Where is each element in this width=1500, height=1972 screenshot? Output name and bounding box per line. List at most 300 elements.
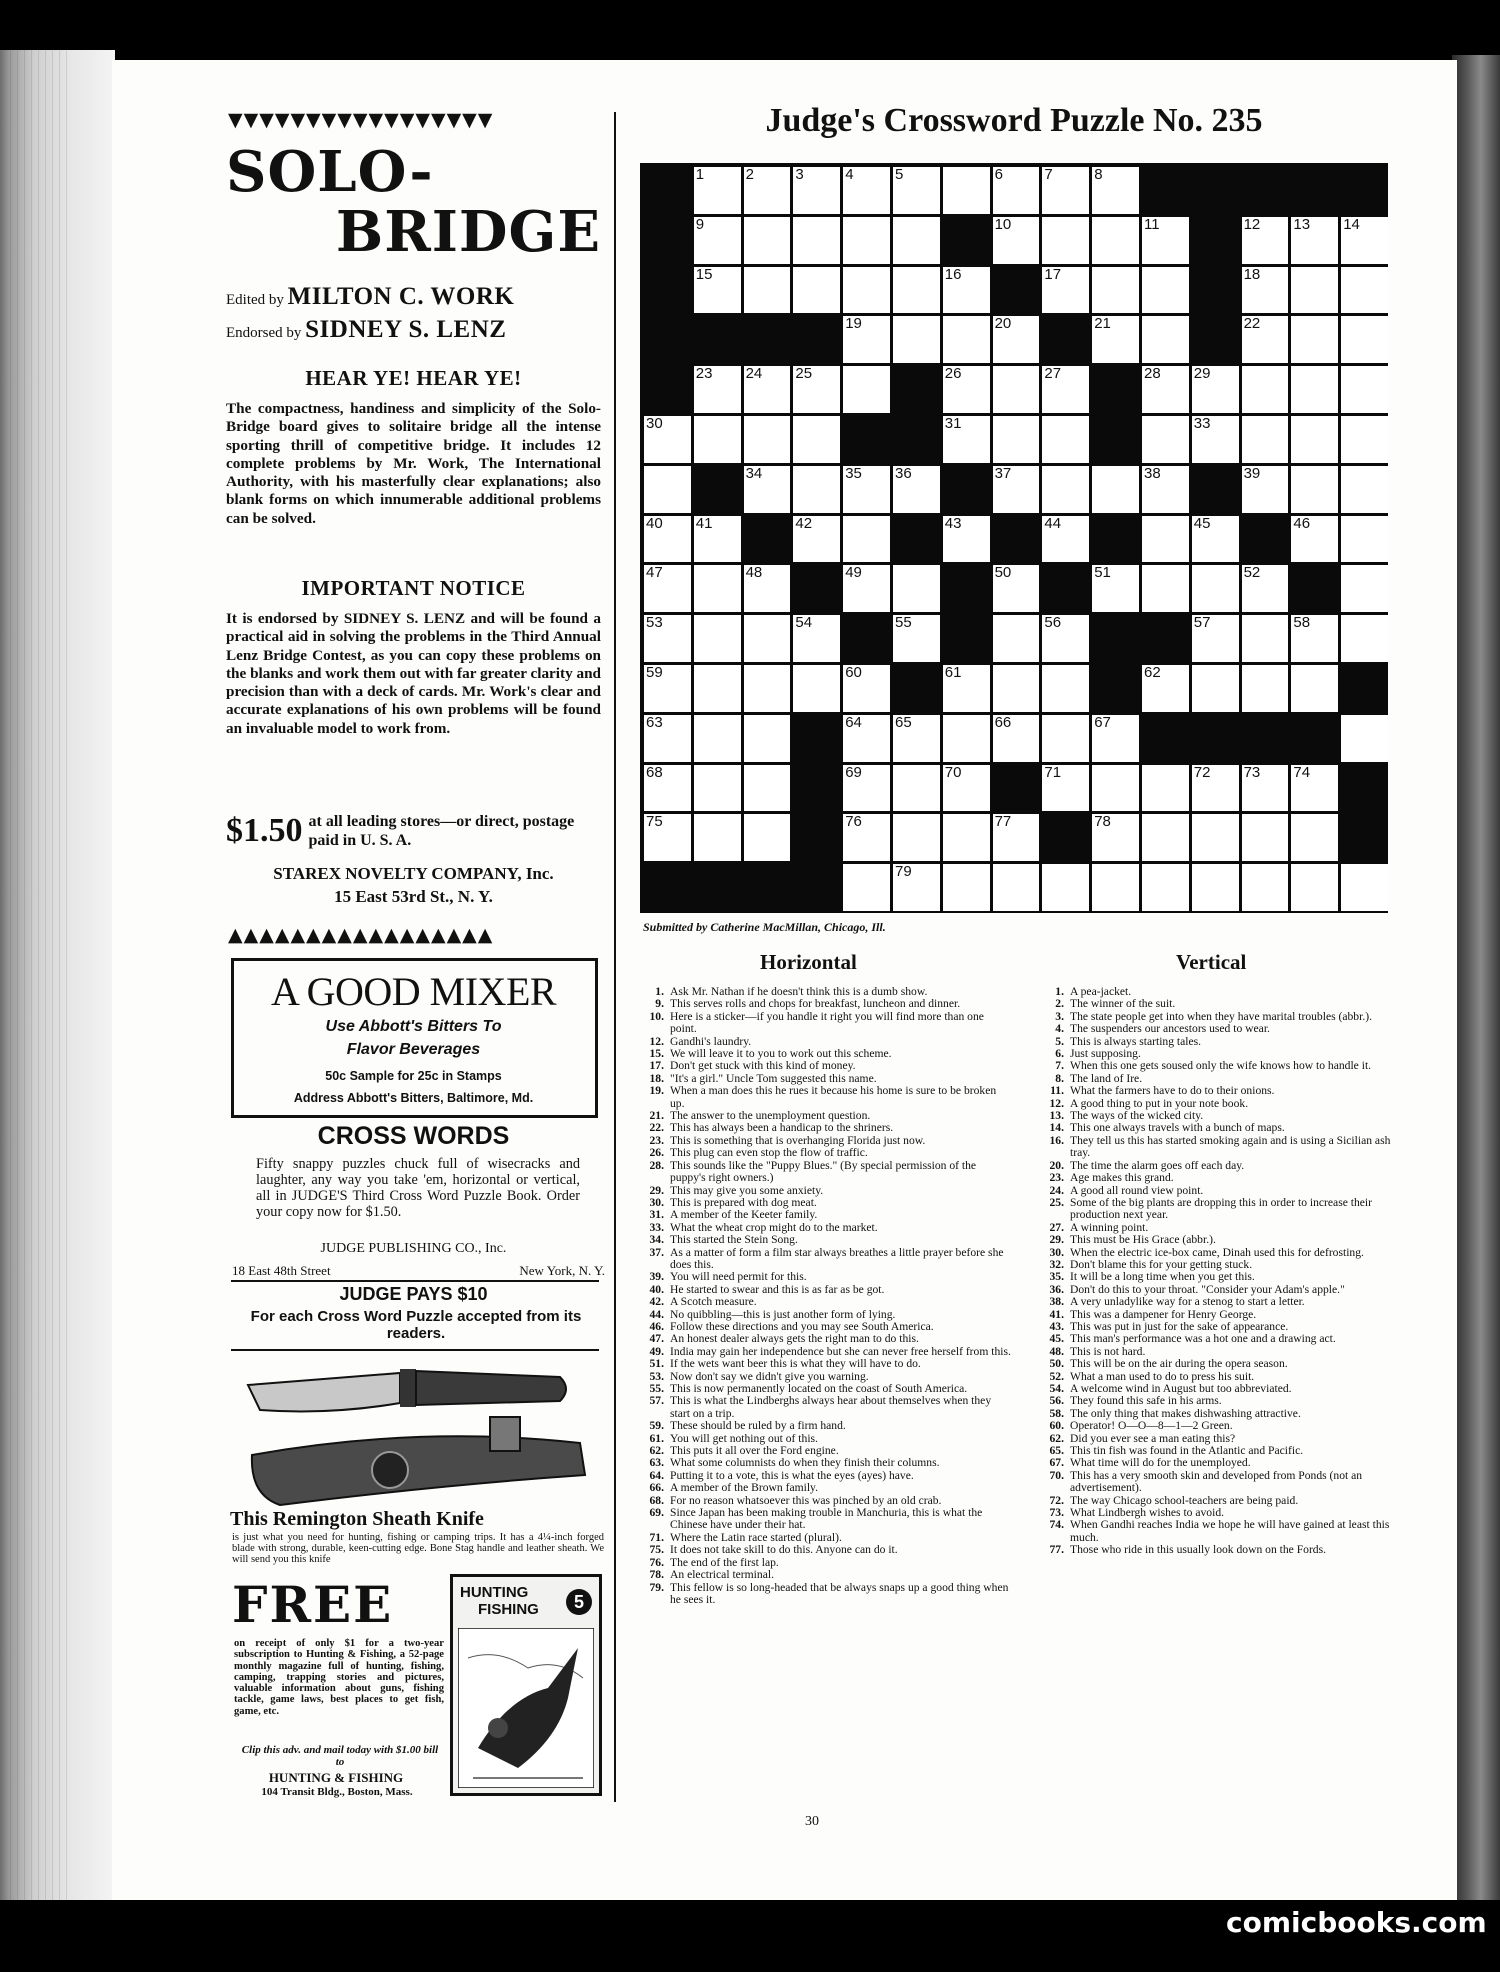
grid-cell <box>694 167 741 214</box>
grid-cell <box>993 217 1040 264</box>
grid-cell <box>1042 715 1089 762</box>
clue-text: Did you ever see a man eating this? <box>1070 1431 1236 1445</box>
clue-text: Don't blame this for your getting stuck. <box>1070 1257 1253 1271</box>
clue-item <box>640 1507 1012 1532</box>
clue-text: This has always been a handicap to the shriners. <box>670 1121 894 1135</box>
grid-cell <box>1341 366 1388 413</box>
top-triangle-border: ▼▼▼▼▼▼▼▼▼▼▼▼▼▼▼▼▼ <box>228 110 494 130</box>
cell-number: 53 <box>646 614 663 632</box>
clue-text: This is what the Lindberghs always hear about themselves when they start on a trip. <box>670 1394 992 1420</box>
clue-item <box>640 1085 1012 1110</box>
cell-number: 19 <box>845 315 862 333</box>
clue-number: 28. <box>649 1158 664 1172</box>
cell-number: 8 <box>1094 166 1103 183</box>
grid-cell <box>1092 814 1139 861</box>
grid-cell <box>843 316 890 363</box>
grid-cell <box>644 615 691 662</box>
cell-number: 61 <box>944 664 962 681</box>
cell-number: 23 <box>695 365 713 383</box>
clue-text: Ask Mr. Nathan if he doesn't think this is a dumb show. <box>670 985 928 998</box>
endorsed-prefix: Endorsed by <box>226 325 302 341</box>
grid-cell <box>694 267 741 314</box>
cell-number: 45 <box>1193 514 1211 532</box>
grid-cell <box>793 366 840 413</box>
cell-number: 15 <box>695 265 713 283</box>
clue-number: 35. <box>1049 1270 1064 1284</box>
book-page-edges <box>0 50 115 1900</box>
clue-number: 25. <box>1049 1195 1064 1209</box>
cell-number: 56 <box>1044 614 1062 632</box>
grid-cell <box>1192 864 1239 911</box>
grid-cell <box>1291 267 1338 314</box>
grid-cell <box>943 765 990 812</box>
clue-text: The winner of the suit. <box>1070 997 1176 1011</box>
cell-number: 13 <box>1293 215 1311 233</box>
grid-cell <box>1142 565 1189 612</box>
grid-cell <box>1291 864 1338 911</box>
clue-text: No quibbling—this is just another form of lying. <box>670 1307 896 1321</box>
grid-cell <box>893 316 940 363</box>
grid-cell <box>893 217 940 264</box>
grid-cell <box>744 715 791 762</box>
cross-words-company: JUDGE PUBLISHING CO., Inc. <box>320 1241 507 1256</box>
grid-cell <box>993 715 1040 762</box>
clue-number: 62. <box>649 1444 664 1458</box>
cross-words-title: CROSS WORDS <box>317 1122 510 1150</box>
clue-item <box>1040 1544 1412 1556</box>
clue-number: 41. <box>1049 1307 1064 1321</box>
hunting-fishing-address: 104 Transit Bldg., Boston, Mass. <box>261 1786 413 1798</box>
clue-number: 17. <box>649 1059 664 1073</box>
grid-cell <box>744 665 791 712</box>
cell-number: 16 <box>944 265 962 283</box>
grid-cell <box>1242 665 1289 712</box>
bottom-triangle-border: ▲▲▲▲▲▲▲▲▲▲▲▲▲▲▲▲▲ <box>228 925 494 945</box>
grid-cell <box>843 366 890 413</box>
magazine-title-2: FISHING <box>478 1601 539 1618</box>
clue-text: This one always travels with a bunch of maps. <box>1070 1121 1285 1135</box>
cell-number: 33 <box>1193 415 1211 432</box>
cell-number: 5 <box>895 166 904 183</box>
grid-cell <box>744 565 791 612</box>
clue-item <box>1040 1197 1412 1222</box>
knife-title: This Remington Sheath Knife <box>230 1508 484 1530</box>
cell-number: 35 <box>845 464 862 482</box>
clue-item <box>640 1395 1012 1420</box>
clue-text: An honest dealer always gets the right man to do this. <box>670 1332 919 1346</box>
grid-cell <box>1341 516 1388 563</box>
clue-number: 5. <box>1055 1034 1064 1048</box>
cell-number: 75 <box>646 813 663 831</box>
cell-number: 73 <box>1243 763 1261 781</box>
clue-number: 37. <box>649 1245 664 1259</box>
crossword-grid <box>640 163 1388 913</box>
grid-cell <box>843 864 890 911</box>
clue-number: 20. <box>1049 1158 1064 1172</box>
clue-text: This sounds like the "Puppy Blues." (By special permission of the puppy's right owners.) <box>670 1158 977 1185</box>
grid-cell <box>943 366 990 413</box>
endorser-name: SIDNEY S. LENZ <box>305 316 507 343</box>
clue-number: 48. <box>1049 1344 1064 1358</box>
grid-cell <box>843 565 890 612</box>
grid-cell <box>793 516 840 563</box>
clue-number: 26. <box>649 1146 664 1160</box>
cell-number: 74 <box>1293 763 1311 781</box>
judge-pays-text: For each Cross Word Puzzle accepted from its readers. <box>250 1308 582 1342</box>
clue-number: 43. <box>1049 1319 1064 1333</box>
cell-number: 46 <box>1293 514 1311 532</box>
grid-cell <box>943 267 990 314</box>
company-name: STAREX NOVELTY COMPANY, Inc. <box>273 864 554 883</box>
cross-words-city: New York, N. Y. <box>519 1263 605 1278</box>
clue-text: A winning point. <box>1070 1220 1149 1234</box>
grid-cell <box>1291 665 1338 712</box>
clue-text: When this one gets soused only the wife knows how to handle it. <box>1070 1059 1372 1073</box>
cell-number: 50 <box>994 564 1012 582</box>
grid-cell <box>644 416 691 463</box>
clue-text: The way Chicago school-teachers are being paid. <box>1070 1493 1299 1507</box>
mixer-subtitle-1: Use Abbott's Bitters To <box>325 1018 502 1035</box>
grid-cell <box>993 416 1040 463</box>
grid-cell <box>943 715 990 762</box>
grid-cell <box>694 715 741 762</box>
cell-number: 79 <box>895 863 912 881</box>
clue-number: 65. <box>1049 1444 1064 1458</box>
grid-cell <box>993 167 1040 214</box>
clue-text: Don't do this to your throat. "Consider your Adam's apple." <box>1070 1282 1345 1296</box>
cell-number: 26 <box>944 365 962 383</box>
clue-number: 7. <box>1055 1059 1064 1073</box>
clue-text: This is now permanently located on the coast of South America. <box>670 1382 968 1395</box>
clue-number: 13. <box>1049 1109 1064 1123</box>
cell-number: 68 <box>646 763 663 781</box>
grid-cell <box>1242 316 1289 363</box>
clue-text: Don't get stuck with this kind of money. <box>670 1059 856 1073</box>
grid-cell <box>1092 565 1139 612</box>
grid-cell <box>1291 814 1338 861</box>
clue-number: 36. <box>1049 1282 1064 1296</box>
grid-cell <box>1242 466 1289 513</box>
cell-number: 67 <box>1094 713 1111 731</box>
grid-cell <box>893 167 940 214</box>
cell-number: 2 <box>745 166 754 183</box>
page-number: 30 <box>805 1814 819 1829</box>
grid-cell <box>644 715 691 762</box>
clue-text: It does not take skill to do this. Anyone can do it. <box>670 1543 898 1557</box>
grid-cell <box>1291 217 1338 264</box>
clue-text: When Gandhi reaches India we hope he will have gained at least this much. <box>1070 1518 1390 1544</box>
clue-number: 42. <box>649 1295 664 1309</box>
grid-cell <box>1341 217 1388 264</box>
grid-cell <box>744 466 791 513</box>
clue-number: 62. <box>1049 1431 1064 1445</box>
grid-cell <box>893 466 940 513</box>
cell-number: 37 <box>994 464 1012 482</box>
clue-text: Those who ride in this usually look down on the Fords. <box>1070 1543 1327 1557</box>
grid-cell <box>1341 267 1388 314</box>
cell-number: 10 <box>994 215 1012 233</box>
grid-cell <box>644 565 691 612</box>
clue-number: 64. <box>649 1468 664 1482</box>
cell-number: 47 <box>646 564 663 582</box>
grid-cell <box>993 665 1040 712</box>
clue-text: This was put in just for the sake of appearance. <box>1070 1319 1289 1333</box>
clue-text: This is not hard. <box>1070 1344 1146 1358</box>
clue-text: Now don't say we didn't give you warning. <box>670 1369 869 1383</box>
cell-number: 52 <box>1243 564 1261 582</box>
grid-cell <box>744 267 791 314</box>
clue-text: When the electric ice-box came, Dinah used this for defrosting. <box>1070 1245 1364 1259</box>
grid-cell <box>1092 715 1139 762</box>
grid-cell <box>893 565 940 612</box>
grid-cell <box>893 814 940 861</box>
clue-number: 23. <box>649 1133 664 1147</box>
grid-cell <box>1291 366 1338 413</box>
grid-cell <box>893 765 940 812</box>
clue-number: 30. <box>1049 1245 1064 1259</box>
cell-number: 60 <box>845 664 862 681</box>
grid-cell <box>893 267 940 314</box>
cell-number: 4 <box>845 166 854 183</box>
grid-cell <box>793 167 840 214</box>
important-text: It is endorsed by SIDNEY S. LENZ and will be found a practical aid in solving the problems in the Third Annual Lenz Bridge Contest, as you can copy these problems on the blanks and work them out with far greater clarity and precision than with a deck of cards. Mr. Work's clear and accurate explanations of his own problems will be found an invaluable model to work from. <box>226 610 601 737</box>
grid-cell <box>843 814 890 861</box>
clue-text: A member of the Brown family. <box>670 1481 819 1495</box>
cell-number: 57 <box>1193 614 1211 632</box>
grid-cell <box>1291 765 1338 812</box>
solo-bridge-title <box>226 139 601 265</box>
clue-number: 76. <box>649 1555 664 1569</box>
clue-text: "It's a girl." Uncle Tom suggested this name. <box>670 1071 877 1085</box>
cell-number: 9 <box>695 215 705 233</box>
clue-text: A pea-jacket. <box>1070 985 1132 998</box>
clue-number: 11. <box>1050 1084 1064 1098</box>
cell-number: 49 <box>845 564 862 582</box>
grid-cell <box>744 814 791 861</box>
clue-text: You will get nothing out of this. <box>670 1431 818 1445</box>
grid-cell <box>1192 814 1239 861</box>
clue-text: Follow these directions and you may see South America. <box>670 1319 934 1333</box>
grid-cell <box>793 466 840 513</box>
grid-cell <box>1242 416 1289 463</box>
grid-cell <box>1042 167 1089 214</box>
cell-number: 64 <box>845 713 862 731</box>
cross-words-text: Fifty snappy puzzles chuck full of wisecracks and laughter, any way you take 'em, horizontal or vertical, all in JUDGE'S Third Cross Word Puzzle Book. Order your copy now for $1.50. <box>256 1156 580 1220</box>
clue-number: 34. <box>649 1233 664 1247</box>
clue-text: This serves rolls and chops for breakfast, luncheon and dinner. <box>670 997 961 1011</box>
clue-number: 67. <box>1049 1456 1064 1470</box>
clue-number: 23. <box>1049 1171 1064 1185</box>
clue-number: 79. <box>649 1580 664 1594</box>
clue-text: This is always starting tales. <box>1070 1034 1202 1048</box>
clue-number: 68. <box>649 1493 664 1507</box>
grid-cell <box>1192 516 1239 563</box>
cell-number: 72 <box>1193 763 1211 781</box>
grid-cell <box>1042 516 1089 563</box>
clue-number: 78. <box>649 1568 664 1582</box>
clue-text: This has a very smooth skin and developed from Ponds (not an advertisement). <box>1070 1468 1363 1495</box>
clue-text: What time will do for the unemployed. <box>1070 1456 1251 1470</box>
grid-cell <box>1341 715 1388 762</box>
clue-text: This was a dampener for Henry George. <box>1070 1307 1257 1321</box>
grid-cell <box>1092 167 1139 214</box>
clue-number: 24. <box>1049 1183 1064 1197</box>
grid-cell <box>644 466 691 513</box>
grid-cell <box>1092 316 1139 363</box>
clue-text: Just supposing. <box>1070 1047 1141 1061</box>
grid-cell <box>1142 366 1189 413</box>
clue-number: 47. <box>649 1332 664 1346</box>
clue-text: You will need permit for this. <box>670 1270 807 1284</box>
grid-cell <box>1341 615 1388 662</box>
clue-text: When a man does this he rues it because his home is sure to be broken up. <box>670 1084 997 1110</box>
clue-number: 63. <box>649 1456 664 1470</box>
cell-number: 63 <box>646 713 663 731</box>
grid-cell <box>843 765 890 812</box>
clue-number: 27. <box>1049 1220 1064 1234</box>
divider <box>231 1280 599 1282</box>
clue-number: 44. <box>649 1307 664 1321</box>
clue-number: 12. <box>1049 1096 1064 1110</box>
grid-cell <box>843 217 890 264</box>
grid-cell <box>1341 416 1388 463</box>
clue-item <box>1040 1519 1412 1544</box>
cell-number: 59 <box>646 664 663 681</box>
clue-number: 50. <box>1049 1357 1064 1371</box>
grid-cell <box>893 715 940 762</box>
clue-text: Where the Latin race started (plural). <box>670 1530 842 1544</box>
grid-cell <box>744 615 791 662</box>
clue-number: 10. <box>649 1009 664 1023</box>
clue-number: 22. <box>649 1121 664 1135</box>
hunting-fishing-name: HUNTING & FISHING <box>268 1770 404 1785</box>
clue-text: This man's performance was a hot one and a drawing act. <box>1070 1332 1336 1346</box>
cell-number: 20 <box>994 315 1012 333</box>
clue-number: 58. <box>1049 1406 1064 1420</box>
grid-cell <box>1192 765 1239 812</box>
grid-cell <box>1192 665 1239 712</box>
cell-number: 11 <box>1144 215 1160 233</box>
grid-cell <box>744 167 791 214</box>
clue-number: 29. <box>649 1183 664 1197</box>
grid-cell <box>993 466 1040 513</box>
clue-text: A member of the Keeter family. <box>670 1208 818 1222</box>
cell-number: 65 <box>895 713 912 731</box>
cell-number: 29 <box>1193 365 1211 383</box>
cell-number: 48 <box>745 564 763 582</box>
grid-cell <box>1142 466 1189 513</box>
grid-cell <box>843 665 890 712</box>
cell-number: 76 <box>845 813 862 831</box>
price-text: at all leading stores—or direct, postage paid in U. S. A. <box>308 813 575 849</box>
clue-number: 70. <box>1049 1468 1064 1482</box>
clue-number: 53. <box>649 1369 664 1383</box>
grid-cell <box>943 316 990 363</box>
grid-cell <box>1092 466 1139 513</box>
grid-cell <box>993 814 1040 861</box>
cell-number: 7 <box>1044 166 1053 183</box>
judge-pays-title: JUDGE PAYS $10 <box>339 1284 488 1304</box>
clue-text: This fellow is so long-headed that be always snaps up a good thing when he sees it. <box>670 1580 1009 1606</box>
grid-cell <box>1042 416 1089 463</box>
clue-item <box>640 1247 1012 1272</box>
grid-cell <box>694 615 741 662</box>
clue-text: These should be ruled by a firm hand. <box>670 1419 846 1433</box>
cell-number: 78 <box>1094 813 1111 831</box>
clue-text: Gandhi's laundry. <box>670 1034 752 1048</box>
cell-number: 70 <box>944 763 962 781</box>
clue-text: This is something that is overhanging Florida just now. <box>670 1133 926 1147</box>
clue-number: 74. <box>1049 1518 1064 1532</box>
clue-number: 30. <box>649 1195 664 1209</box>
title-line-1: SOLO- <box>226 139 434 205</box>
grid-cell <box>694 565 741 612</box>
clue-number: 54. <box>1049 1382 1064 1395</box>
clue-text: Some of the big plants are dropping this in order to increase their production next year. <box>1070 1195 1373 1222</box>
grid-cell <box>1242 217 1289 264</box>
grid-cell <box>1291 466 1338 513</box>
clue-text: A good thing to put in your note book. <box>1070 1096 1249 1110</box>
magazine-title-1: HUNTING <box>460 1584 529 1601</box>
grid-cell <box>1192 615 1239 662</box>
cell-number: 41 <box>695 514 713 532</box>
company-address: 15 East 53rd St., N. Y. <box>334 887 493 906</box>
cell-number: 12 <box>1243 215 1261 233</box>
grid-cell <box>1242 814 1289 861</box>
clue-number: 38. <box>1049 1295 1064 1309</box>
clue-number: 3. <box>1055 1009 1064 1023</box>
title-line-2: BRIDGE <box>335 199 601 265</box>
clue-text: Age makes this grand. <box>1070 1171 1174 1185</box>
clue-text: They found this safe in his arms. <box>1070 1394 1222 1408</box>
grid-cell <box>793 615 840 662</box>
grid-cell <box>1042 267 1089 314</box>
edited-by-line <box>226 283 601 311</box>
clue-number: 72. <box>1049 1493 1064 1507</box>
grid-cell <box>744 366 791 413</box>
hear-ye-text: The compactness, handiness and simplicity of the Solo-Bridge board gives to solitaire bridge all the intense sporting thrill of competitive bridge. It includes 12 complete problems by Mr. Work, The International Authority, with his masterfully clear explanations; also blank forms on which innumerable additional problems can be solved. <box>226 400 601 527</box>
cell-number: 38 <box>1144 464 1161 482</box>
cell-number: 24 <box>745 365 763 383</box>
clue-number: 19. <box>649 1084 664 1098</box>
grid-cell <box>1042 765 1089 812</box>
grid-cell <box>1042 217 1089 264</box>
grid-cell <box>843 167 890 214</box>
clue-number: 4. <box>1055 1022 1064 1036</box>
grid-cell <box>1092 217 1139 264</box>
endorsed-by-line <box>226 316 601 344</box>
clue-text: A very unladylike way for a stenog to start a letter. <box>1070 1295 1305 1309</box>
grid-cell <box>1042 466 1089 513</box>
clue-item <box>1040 1135 1412 1160</box>
column-rule <box>614 112 616 1802</box>
clue-item <box>640 1160 1012 1185</box>
grid-cell <box>1092 864 1139 911</box>
clue-number: 59. <box>649 1419 664 1433</box>
clue-number: 52. <box>1049 1369 1064 1383</box>
clue-number: 69. <box>649 1506 664 1520</box>
clue-text: He started to swear and this is as far as be got. <box>670 1282 885 1296</box>
mixer-subtitle-2: Flavor Beverages <box>346 1041 481 1058</box>
cell-number: 27 <box>1044 365 1062 383</box>
cell-number: 44 <box>1044 514 1062 532</box>
clue-text: The state people get into when they have marital troubles (abbr.). <box>1070 1009 1372 1023</box>
clue-text: This must be His Grace (abbr.). <box>1070 1233 1216 1247</box>
clue-number: 1. <box>655 985 664 998</box>
clue-item <box>640 1011 1012 1036</box>
grid-cell <box>1042 366 1089 413</box>
grid-cell <box>1142 516 1189 563</box>
